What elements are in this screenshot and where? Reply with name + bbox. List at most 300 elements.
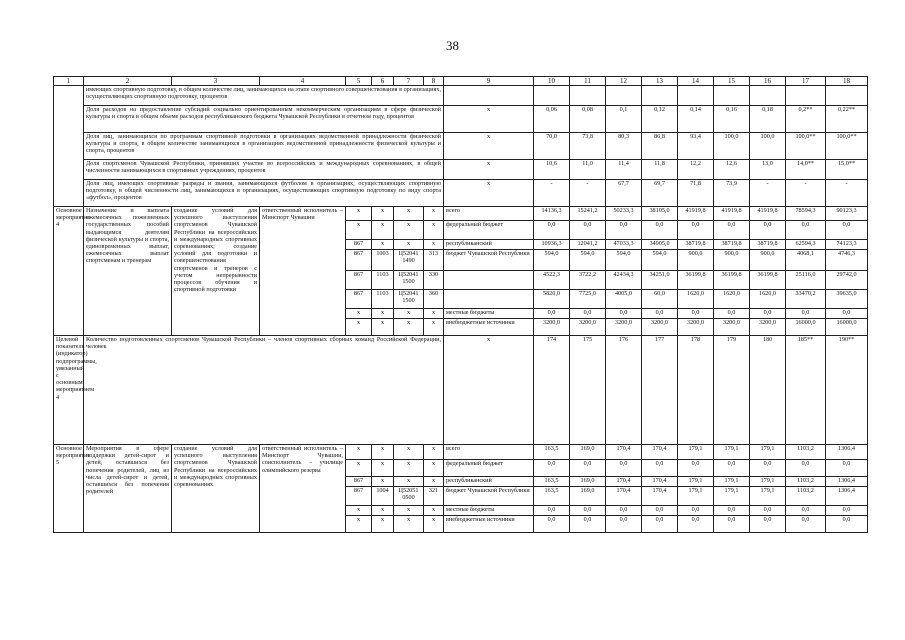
funding-value: 42434,3 bbox=[606, 271, 642, 290]
funding-value: 594,0 bbox=[534, 250, 570, 271]
funding-source bbox=[444, 290, 534, 309]
funding-value: 0,0 bbox=[678, 460, 714, 477]
indicator-value: 0,12 bbox=[642, 106, 678, 133]
indicator-text: имеющих спортивную подготовку, в общем количестве лиц, занимающихся на этапе спортивного совершенствования в организациях, осуществляющих спортивную подготовку, процентов bbox=[84, 86, 444, 106]
indicator-value: - bbox=[826, 180, 868, 207]
funding-value: 25116,0 bbox=[786, 271, 826, 290]
indicator-value: 100,0 bbox=[750, 133, 786, 160]
indicator-value bbox=[642, 86, 678, 106]
page-number: 38 bbox=[446, 38, 459, 53]
funding-value: 47033,3 bbox=[606, 240, 642, 250]
funding-source: всего bbox=[444, 207, 534, 221]
indicator-value: 0,18 bbox=[750, 106, 786, 133]
funding-value: 0,0 bbox=[642, 221, 678, 240]
column-number: 11 bbox=[570, 77, 606, 86]
funding-value: 179,1 bbox=[714, 487, 750, 506]
funding-value: 0,0 bbox=[786, 516, 826, 533]
funding-source: федеральный бюджет bbox=[444, 221, 534, 240]
budget-code-target: х bbox=[394, 207, 424, 221]
funding-value: 0,0 bbox=[570, 221, 606, 240]
budget-code-grbs: 867 bbox=[346, 271, 372, 290]
column-number: 8 bbox=[424, 77, 444, 86]
funding-value: 12041,2 bbox=[570, 240, 606, 250]
funding-value: 0,0 bbox=[606, 516, 642, 533]
indicator-value: - bbox=[570, 180, 606, 207]
funding-value: 900,0 bbox=[750, 250, 786, 271]
funding-value: 0,0 bbox=[750, 221, 786, 240]
indicator-value: 15,0** bbox=[826, 160, 868, 180]
indicator-value: - bbox=[786, 180, 826, 207]
funding-value: 163,5 bbox=[534, 487, 570, 506]
indicator-row bbox=[54, 106, 868, 133]
funding-value: 1620,0 bbox=[678, 290, 714, 309]
indicator-value: 13,0 bbox=[750, 160, 786, 180]
indicator-text: Доля расходов на предоставление субсидий социально ориентированным некоммерческим организациям в сфере физической культуры и спорта в общем объеме расходов республиканского бюджета Чувашской Республики в отчетном году, процентов bbox=[84, 106, 444, 133]
funding-source: федеральный бюджет bbox=[444, 460, 534, 477]
funding-value: 1306,4 bbox=[826, 477, 868, 487]
funding-source: местные бюджеты bbox=[444, 506, 534, 516]
budget-code-section: х bbox=[372, 460, 394, 477]
budget-code-target: х bbox=[394, 516, 424, 533]
funding-value: 0,0 bbox=[678, 506, 714, 516]
funding-source: республиканский bbox=[444, 477, 534, 487]
event4-goal: создание условий для успешного выступления спортсменов Чувашской Республики на всероссийских и международных спортивных соревнованиях; создание условий для подготовки и совершенствования спортсменов и тренеров с учетом непрерывности процессов обучения и спортивной подготовки bbox=[172, 207, 260, 336]
budget-code-type: 360 bbox=[424, 290, 444, 309]
column-number: 14 bbox=[678, 77, 714, 86]
budget-code-section: 1004 bbox=[372, 487, 394, 506]
indicator-value: 86,8 bbox=[642, 133, 678, 160]
funding-value: 0,0 bbox=[714, 516, 750, 533]
funding-value: 4005,0 bbox=[606, 290, 642, 309]
indicator-text: Доля спортсменов Чувашской Республики, принявших участие во всероссийских и международных соревнованиях, в общей численности занимающихся в спортивных учреждениях, процентов bbox=[84, 160, 444, 180]
funding-value: 170,4 bbox=[642, 487, 678, 506]
funding-value: 0,0 bbox=[750, 460, 786, 477]
column-number: 1 bbox=[54, 77, 84, 86]
column-number: 7 bbox=[394, 77, 424, 86]
indicator-value: 10,6 bbox=[534, 160, 570, 180]
budget-code-grbs: х bbox=[346, 445, 372, 460]
funding-value: 0,0 bbox=[570, 309, 606, 319]
indicator-value: - bbox=[750, 180, 786, 207]
funding-value: 179,1 bbox=[750, 445, 786, 460]
funding-value: 0,0 bbox=[714, 460, 750, 477]
funding-value: 1306,4 bbox=[826, 445, 868, 460]
budget-code-type: х bbox=[424, 477, 444, 487]
funding-value: 0,0 bbox=[642, 506, 678, 516]
budget-code-section: х bbox=[372, 221, 394, 240]
funding-value: 0,0 bbox=[534, 221, 570, 240]
funding-value: 0,0 bbox=[826, 221, 868, 240]
budget-code-target: х bbox=[394, 477, 424, 487]
budget-code-section: х bbox=[372, 506, 394, 516]
funding-value: 0,0 bbox=[570, 460, 606, 477]
event4-executor: ответственный исполнитель – Минспорт Чувашии bbox=[260, 207, 346, 336]
funding-value: 0,0 bbox=[786, 506, 826, 516]
indicator-text: Доля лиц, имеющих спортивные разряды и звания, занимающихся футболом в организациях, осуществляющих спортивную подготовку, в общей численности лиц, занимающихся в организациях, осуществляющих спортивную подготовку по виду спорта «футбол», процентов bbox=[84, 180, 444, 207]
funding-value: 179,1 bbox=[750, 477, 786, 487]
funding-value: 36199,8 bbox=[678, 271, 714, 290]
funding-value: 16000,0 bbox=[826, 319, 868, 336]
event5-executor: ответственный исполнитель – Минспорт Чувашии, соисполнитель – училище олимпийского резерва bbox=[260, 445, 346, 533]
funding-value: 78594,3 bbox=[786, 207, 826, 221]
event4-status: Основное мероприятие 4 bbox=[54, 207, 84, 336]
funding-value: 33470,2 bbox=[786, 290, 826, 309]
funding-value: 34905,0 bbox=[642, 240, 678, 250]
funding-source: внебюджетные источники bbox=[444, 516, 534, 533]
funding-value: 1620,0 bbox=[714, 290, 750, 309]
funding-value: 34251,0 bbox=[642, 271, 678, 290]
funding-value: 170,4 bbox=[642, 445, 678, 460]
budget-code-section: 1103 bbox=[372, 290, 394, 309]
funding-value: 41919,8 bbox=[678, 207, 714, 221]
indicator-value: 0,16 bbox=[714, 106, 750, 133]
indicator-unit: х bbox=[444, 160, 534, 180]
indicator-value bbox=[606, 86, 642, 106]
target-indicator-value: 179 bbox=[714, 336, 750, 445]
indicator-value: 14,0** bbox=[786, 160, 826, 180]
target-indicator-value: 178 bbox=[678, 336, 714, 445]
funding-value: 0,0 bbox=[714, 309, 750, 319]
budget-code-type: х bbox=[424, 516, 444, 533]
indicator-value bbox=[786, 86, 826, 106]
budget-code-target: х bbox=[394, 445, 424, 460]
budget-code-section: х bbox=[372, 477, 394, 487]
funding-value: 169,0 bbox=[570, 445, 606, 460]
budget-code-type: х bbox=[424, 445, 444, 460]
budget-code-type: 313 bbox=[424, 250, 444, 271]
budget-code-type: х bbox=[424, 221, 444, 240]
funding-value: 60,0 bbox=[642, 290, 678, 309]
funding-value: 1103,2 bbox=[786, 487, 826, 506]
funding-value: 3200,0 bbox=[642, 319, 678, 336]
funding-value: 0,0 bbox=[534, 460, 570, 477]
funding-value: 41919,8 bbox=[714, 207, 750, 221]
budget-code-section: х bbox=[372, 516, 394, 533]
budget-code-type: х bbox=[424, 506, 444, 516]
indicator-value: 73,9 bbox=[714, 180, 750, 207]
funding-value: 3200,0 bbox=[714, 319, 750, 336]
funding-value: 38719,8 bbox=[750, 240, 786, 250]
indicator-value bbox=[570, 86, 606, 106]
target-indicator-value: 185** bbox=[786, 336, 826, 445]
funding-value: 0,0 bbox=[678, 516, 714, 533]
funding-value: 179,1 bbox=[714, 445, 750, 460]
indicator-value: 100,0 bbox=[714, 133, 750, 160]
funding-source: всего bbox=[444, 445, 534, 460]
funding-value: 0,0 bbox=[826, 516, 868, 533]
funding-value: 179,1 bbox=[678, 445, 714, 460]
funding-value: 74123,3 bbox=[826, 240, 868, 250]
column-number: 16 bbox=[750, 77, 786, 86]
indicator-value bbox=[714, 86, 750, 106]
budget-code-grbs: х bbox=[346, 309, 372, 319]
indicator-value bbox=[534, 86, 570, 106]
column-number: 10 bbox=[534, 77, 570, 86]
indicator-value: 80,3 bbox=[606, 133, 642, 160]
funding-value: 0,0 bbox=[606, 309, 642, 319]
budget-code-type: х bbox=[424, 309, 444, 319]
funding-value: 0,0 bbox=[826, 506, 868, 516]
budget-code-grbs: 867 bbox=[346, 290, 372, 309]
target-indicator-value: 177 bbox=[642, 336, 678, 445]
budget-code-grbs: х bbox=[346, 460, 372, 477]
indicator-value: 73,8 bbox=[570, 133, 606, 160]
event4-title: Назначение и выплата ежемесячных пожизненных государственных пособий выдающимся деятелям физической культуры и спорта, единовременных выплат, ежемесячных выплат спортсменам и тренерам bbox=[84, 207, 172, 336]
indicator-value: 12,2 bbox=[678, 160, 714, 180]
budget-code-section: х bbox=[372, 240, 394, 250]
indicator-label-cell bbox=[54, 86, 84, 207]
funding-value: 0,0 bbox=[642, 309, 678, 319]
indicator-value bbox=[826, 86, 868, 106]
funding-value: 0,0 bbox=[714, 221, 750, 240]
funding-value: 900,0 bbox=[678, 250, 714, 271]
funding-value: 0,0 bbox=[606, 460, 642, 477]
funding-value: 594,0 bbox=[642, 250, 678, 271]
funding-value: 3200,0 bbox=[534, 319, 570, 336]
budget-code-target: х bbox=[394, 506, 424, 516]
funding-value: 10936,3 bbox=[534, 240, 570, 250]
funding-value: 0,0 bbox=[534, 309, 570, 319]
funding-value: 0,0 bbox=[786, 221, 826, 240]
target-indicator-status: Целевой показатель (индикатор) подпрограммы, увязанный с основным мероприятием 4 bbox=[54, 336, 84, 445]
event5-goal: создание условий для успешного выступления спортсменов Чувашской Республики на всероссийских и международных спортивных соревнованиях bbox=[172, 445, 260, 533]
budget-code-type: х bbox=[424, 460, 444, 477]
budget-code-target: Ц52041 1490 bbox=[394, 250, 424, 271]
funding-value: 1103,2 bbox=[786, 477, 826, 487]
indicator-value: 0,08 bbox=[570, 106, 606, 133]
budget-code-target: х bbox=[394, 221, 424, 240]
indicator-value: 0,2** bbox=[786, 106, 826, 133]
budget-code-type: 330 bbox=[424, 271, 444, 290]
indicator-value: 0,06 bbox=[534, 106, 570, 133]
indicator-value bbox=[678, 86, 714, 106]
target-indicator-unit: х bbox=[444, 336, 534, 445]
budget-code-grbs: х bbox=[346, 506, 372, 516]
funding-value: 41919,8 bbox=[750, 207, 786, 221]
funding-value: 179,1 bbox=[714, 477, 750, 487]
target-indicator-value: 175 bbox=[570, 336, 606, 445]
funding-value: 16000,0 bbox=[786, 319, 826, 336]
budget-code-target: х bbox=[394, 319, 424, 336]
target-indicator-value: 180 bbox=[750, 336, 786, 445]
funding-value: 0,0 bbox=[786, 460, 826, 477]
budget-code-grbs: х bbox=[346, 319, 372, 336]
funding-value: 38719,8 bbox=[678, 240, 714, 250]
funding-value: 50233,3 bbox=[606, 207, 642, 221]
target-indicator-value: 174 bbox=[534, 336, 570, 445]
budget-code-section: 1103 bbox=[372, 271, 394, 290]
program-table bbox=[53, 76, 868, 533]
budget-code-target: х bbox=[394, 460, 424, 477]
funding-value: 0,0 bbox=[826, 309, 868, 319]
indicator-unit: х bbox=[444, 133, 534, 160]
funding-source: внебюджетные источники bbox=[444, 319, 534, 336]
budget-code-target: Ц52051 0500 bbox=[394, 487, 424, 506]
funding-value: 0,0 bbox=[642, 460, 678, 477]
budget-code-target: Ц52041 1500 bbox=[394, 290, 424, 309]
budget-code-type: 321 bbox=[424, 487, 444, 506]
funding-value: 0,0 bbox=[570, 506, 606, 516]
budget-code-section: 1003 bbox=[372, 250, 394, 271]
funding-value: 179,1 bbox=[678, 477, 714, 487]
funding-value: 15241,2 bbox=[570, 207, 606, 221]
indicator-value: 69,7 bbox=[642, 180, 678, 207]
indicator-value: 0,22** bbox=[826, 106, 868, 133]
column-number: 2 bbox=[84, 77, 172, 86]
funding-value: 38719,8 bbox=[714, 240, 750, 250]
funding-value: 38105,0 bbox=[642, 207, 678, 221]
funding-value: 36199,8 bbox=[714, 271, 750, 290]
indicator-row bbox=[54, 160, 868, 180]
budget-code-section: х bbox=[372, 445, 394, 460]
funding-value: 179,1 bbox=[678, 487, 714, 506]
column-number: 17 bbox=[786, 77, 826, 86]
funding-value: 3200,0 bbox=[606, 319, 642, 336]
funding-value: 4068,1 bbox=[786, 250, 826, 271]
indicator-value bbox=[750, 86, 786, 106]
funding-value: 0,0 bbox=[678, 221, 714, 240]
target-indicator-value: 190** bbox=[826, 336, 868, 445]
funding-value: 7725,0 bbox=[570, 290, 606, 309]
indicator-value: 100,0** bbox=[826, 133, 868, 160]
funding-value: 4746,3 bbox=[826, 250, 868, 271]
funding-value: 0,0 bbox=[750, 516, 786, 533]
budget-code-target: Ц52041 1500 bbox=[394, 271, 424, 290]
funding-value: 0,0 bbox=[678, 309, 714, 319]
funding-value: 3200,0 bbox=[570, 319, 606, 336]
funding-value: 0,0 bbox=[750, 309, 786, 319]
funding-value: 170,4 bbox=[606, 487, 642, 506]
funding-value: 90123,3 bbox=[826, 207, 868, 221]
budget-code-grbs: х bbox=[346, 207, 372, 221]
indicator-value: 11,0 bbox=[570, 160, 606, 180]
funding-value: 3200,0 bbox=[678, 319, 714, 336]
funding-value: 0,0 bbox=[714, 506, 750, 516]
column-number: 3 bbox=[172, 77, 260, 86]
column-number: 12 bbox=[606, 77, 642, 86]
indicator-row bbox=[54, 86, 868, 106]
indicator-value: 100,0** bbox=[786, 133, 826, 160]
funding-source: республиканский bbox=[444, 240, 534, 250]
funding-value: 0,0 bbox=[606, 506, 642, 516]
funding-value: 0,0 bbox=[606, 221, 642, 240]
event5-title: Мероприятия в сфере поддержки детей-сирот и детей, оставшихся без попечения родителей, лиц из числа детей-сирот и детей, оставшихся без попечения родителей bbox=[84, 445, 172, 533]
budget-code-type: х bbox=[424, 207, 444, 221]
indicator-unit: х bbox=[444, 106, 534, 133]
budget-code-grbs: х bbox=[346, 221, 372, 240]
budget-code-grbs: х bbox=[346, 516, 372, 533]
indicator-value: 93,4 bbox=[678, 133, 714, 160]
target-indicator-text: Количество подготовленных спортсменов Чувашской Республики – членов спортивных сборных команд Российской Федерации, человек bbox=[84, 336, 444, 445]
funding-value: 1620,0 bbox=[750, 290, 786, 309]
event5-status: Основное мероприятие 5 bbox=[54, 445, 84, 533]
funding-value: 170,4 bbox=[642, 477, 678, 487]
funding-value: 29742,0 bbox=[826, 271, 868, 290]
budget-code-type: х bbox=[424, 240, 444, 250]
column-number: 9 bbox=[444, 77, 534, 86]
funding-value: 179,1 bbox=[750, 487, 786, 506]
funding-value: 163,5 bbox=[534, 477, 570, 487]
funding-value: 36199,8 bbox=[750, 271, 786, 290]
indicator-value: 71,8 bbox=[678, 180, 714, 207]
funding-value: 3200,0 bbox=[750, 319, 786, 336]
funding-value: 5820,0 bbox=[534, 290, 570, 309]
budget-code-type: х bbox=[424, 319, 444, 336]
indicator-row bbox=[54, 180, 868, 207]
indicator-value: 0,1 bbox=[606, 106, 642, 133]
budget-code-section: х bbox=[372, 207, 394, 221]
funding-source: местные бюджеты bbox=[444, 309, 534, 319]
funding-value: 0,0 bbox=[786, 309, 826, 319]
funding-value: 1103,2 bbox=[786, 445, 826, 460]
indicator-row bbox=[54, 133, 868, 160]
funding-value: 1306,4 bbox=[826, 487, 868, 506]
funding-source bbox=[444, 271, 534, 290]
budget-code-grbs: 867 bbox=[346, 240, 372, 250]
indicator-unit bbox=[444, 86, 534, 106]
event5-row bbox=[54, 445, 868, 460]
funding-value: 0,0 bbox=[642, 516, 678, 533]
budget-code-target: х bbox=[394, 240, 424, 250]
funding-value: 170,4 bbox=[606, 445, 642, 460]
indicator-value: 0,14 bbox=[678, 106, 714, 133]
column-number: 6 bbox=[372, 77, 394, 86]
funding-value: 0,0 bbox=[534, 506, 570, 516]
funding-value: 0,0 bbox=[826, 460, 868, 477]
indicator-value: 11,8 bbox=[642, 160, 678, 180]
funding-value: 0,0 bbox=[750, 506, 786, 516]
indicator-unit: х bbox=[444, 180, 534, 207]
funding-value: 39635,0 bbox=[826, 290, 868, 309]
budget-code-grbs: 867 bbox=[346, 487, 372, 506]
indicator-value: 11,4 bbox=[606, 160, 642, 180]
budget-code-section: х bbox=[372, 319, 394, 336]
funding-value: 900,0 bbox=[714, 250, 750, 271]
header-row bbox=[54, 77, 868, 86]
indicator-value: 12,6 bbox=[714, 160, 750, 180]
funding-value: 0,0 bbox=[570, 516, 606, 533]
budget-code-section: х bbox=[372, 309, 394, 319]
funding-value: 4522,3 bbox=[534, 271, 570, 290]
funding-value: 163,5 bbox=[534, 445, 570, 460]
funding-value: 170,4 bbox=[606, 477, 642, 487]
indicator-value: 67,7 bbox=[606, 180, 642, 207]
funding-value: 169,0 bbox=[570, 487, 606, 506]
indicator-text: Доля лиц, занимающихся по программам спортивной подготовки в организациях ведомственной принадлежности физической культуры и спорта, в общем количестве занимающихся в организациях ведомственной принадлежности физической культуры и спорта, процентов bbox=[84, 133, 444, 160]
budget-code-grbs: 867 bbox=[346, 250, 372, 271]
budget-code-grbs: 867 bbox=[346, 477, 372, 487]
funding-source: бюджет Чувашской Республики bbox=[444, 487, 534, 506]
funding-value: 0,0 bbox=[534, 516, 570, 533]
funding-value: 14136,3 bbox=[534, 207, 570, 221]
funding-value: 594,0 bbox=[606, 250, 642, 271]
column-number: 4 bbox=[260, 77, 346, 86]
column-number: 18 bbox=[826, 77, 868, 86]
funding-value: 169,0 bbox=[570, 477, 606, 487]
column-number: 13 bbox=[642, 77, 678, 86]
funding-source: бюджет Чувашской Республики bbox=[444, 250, 534, 271]
indicator-value: - bbox=[534, 180, 570, 207]
funding-value: 594,0 bbox=[570, 250, 606, 271]
funding-value: 3722,2 bbox=[570, 271, 606, 290]
target-indicator-row bbox=[54, 336, 868, 445]
funding-value: 62594,3 bbox=[786, 240, 826, 250]
budget-code-target: х bbox=[394, 309, 424, 319]
column-number: 15 bbox=[714, 77, 750, 86]
target-indicator-value: 176 bbox=[606, 336, 642, 445]
indicator-value: 70,0 bbox=[534, 133, 570, 160]
event4-row bbox=[54, 207, 868, 221]
